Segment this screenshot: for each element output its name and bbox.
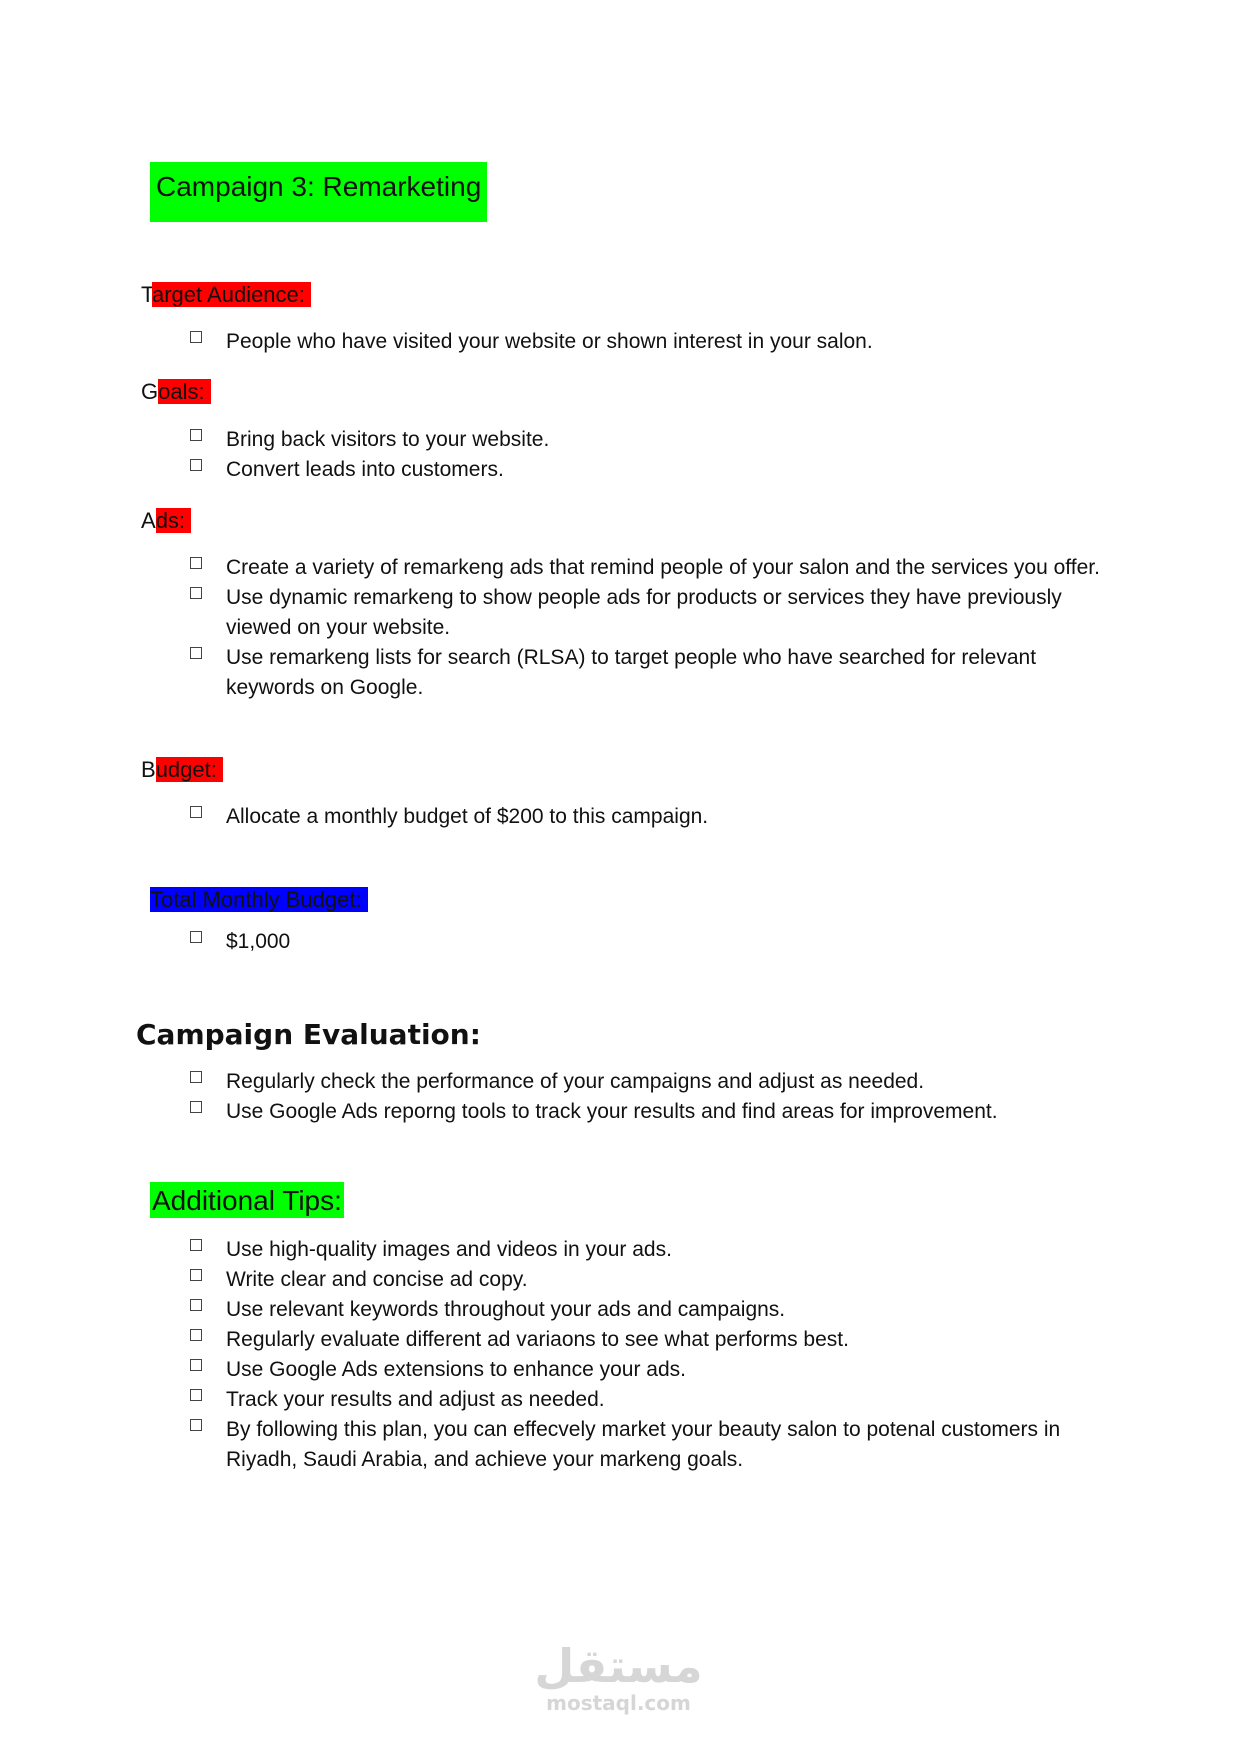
ads-list bbox=[188, 553, 1108, 703]
ads-heading: Ads: bbox=[141, 503, 191, 533]
tips-list bbox=[188, 1235, 1108, 1475]
checkbox-icon bbox=[190, 647, 202, 659]
list-item: Convert leads into customers. bbox=[188, 455, 1108, 485]
list-item: Regularly check the performance of your campaigns and adjust as needed. bbox=[188, 1067, 1108, 1097]
target-audience-heading: Target Audience: bbox=[141, 277, 311, 307]
checkbox-icon bbox=[190, 1239, 202, 1251]
checkbox-icon bbox=[190, 429, 202, 441]
watermark-arabic: مستقل bbox=[534, 1639, 703, 1693]
list-item: By following this plan, you can effecvely market your beauty salon to potenal customers in Riyadh, Saudi Arabia, and achieve your markeng goals. bbox=[188, 1415, 1108, 1475]
list-item: Use dynamic remarkeng to show people ads for products or services they have previously viewed on your website. bbox=[188, 583, 1108, 643]
list-item: Regularly evaluate different ad variaons to see what performs best. bbox=[188, 1325, 1108, 1355]
checkbox-icon bbox=[190, 1071, 202, 1083]
goals-heading: Goals: bbox=[141, 374, 211, 404]
checkbox-icon bbox=[190, 1269, 202, 1281]
checkbox-icon bbox=[190, 1329, 202, 1341]
goals-list bbox=[188, 425, 1108, 485]
list-item: $1,000 bbox=[188, 927, 1108, 957]
checkbox-icon bbox=[190, 1419, 202, 1431]
budget-heading: Budget: bbox=[141, 752, 223, 782]
checkbox-icon bbox=[190, 587, 202, 599]
evaluation-heading: Campaign Evaluation: bbox=[136, 1018, 481, 1051]
list-item: Use Google Ads reporng tools to track your results and find areas for improvement. bbox=[188, 1097, 1108, 1127]
list-item: Use high-quality images and videos in your ads. bbox=[188, 1235, 1108, 1265]
list-item: Bring back visitors to your website. bbox=[188, 425, 1108, 455]
watermark-latin: mostaql.com bbox=[546, 1691, 691, 1715]
checkbox-icon bbox=[190, 331, 202, 343]
checkbox-icon bbox=[190, 459, 202, 471]
list-item: Use remarkeng lists for search (RLSA) to target people who have searched for relevant keywords on Google. bbox=[188, 643, 1108, 703]
checkbox-icon bbox=[190, 557, 202, 569]
list-item: Track your results and adjust as needed. bbox=[188, 1385, 1108, 1415]
checkbox-icon bbox=[190, 1359, 202, 1371]
mostaql-watermark bbox=[0, 1640, 1237, 1714]
list-item: Use Google Ads extensions to enhance your ads. bbox=[188, 1355, 1108, 1385]
budget-list bbox=[188, 802, 1108, 832]
list-item: Write clear and concise ad copy. bbox=[188, 1265, 1108, 1295]
evaluation-list bbox=[188, 1067, 1108, 1127]
list-item: People who have visited your website or shown interest in your salon. bbox=[188, 327, 1108, 357]
checkbox-icon bbox=[190, 931, 202, 943]
total-budget-heading: Total Monthly Budget: bbox=[150, 882, 368, 912]
list-item: Allocate a monthly budget of $200 to this campaign. bbox=[188, 802, 1108, 832]
checkbox-icon bbox=[190, 806, 202, 818]
total-budget-list bbox=[188, 927, 1108, 957]
tips-heading: Additional Tips: bbox=[150, 1182, 344, 1218]
checkbox-icon bbox=[190, 1299, 202, 1311]
target-audience-list bbox=[188, 327, 1108, 357]
checkbox-icon bbox=[190, 1101, 202, 1113]
campaign-title: Campaign 3: Remarketing bbox=[150, 162, 487, 222]
list-item: Use relevant keywords throughout your ads and campaigns. bbox=[188, 1295, 1108, 1325]
list-item: Create a variety of remarkeng ads that remind people of your salon and the services you offer. bbox=[188, 553, 1108, 583]
checkbox-icon bbox=[190, 1389, 202, 1401]
